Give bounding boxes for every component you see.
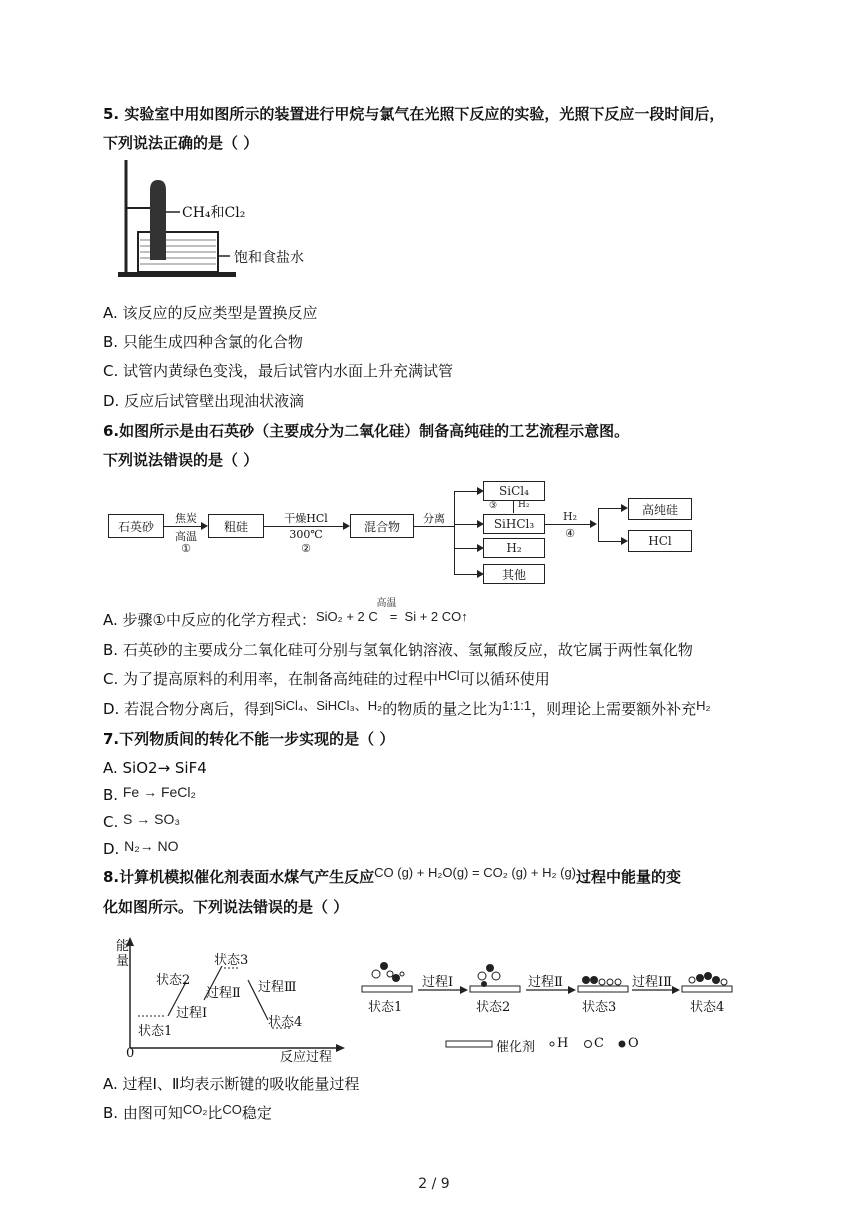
page-number: 2 / 9 [418, 1176, 450, 1192]
flow-step2-top: 干燥HCl [284, 512, 328, 525]
q5-label-gas: CH₄和Cl₂ [182, 205, 246, 221]
flow-arrow-hcl [598, 541, 626, 542]
q8-optB-part2: 比 [207, 1104, 223, 1122]
q8-energy-graph [112, 936, 352, 1066]
flow-arrow-si [598, 508, 626, 509]
q6-option-b: B. 石英砂的主要成分二氧化硅可分别与氢氧化钠溶液、氢氟酸反应，故它属于两性氧化物 [103, 641, 693, 659]
q8-optB-formula2: CO [222, 1102, 242, 1117]
flow-arrow-other [454, 574, 482, 575]
q6-optC-part2: 可以循环使用 [459, 670, 550, 688]
q6-optD-formula1: SiCl₄、SiHCl₃、H₂ [274, 698, 383, 713]
q6-optD-formula2: H₂ [696, 698, 711, 713]
q8-scheme-process1: 过程Ⅰ [422, 975, 454, 990]
q5-label-water: 饱和食盐水 [234, 250, 304, 266]
q6-optA-eq-sign-wrap [376, 598, 405, 631]
q7-stem: 7.下列物质间的转化不能一步实现的是（ ） [103, 730, 395, 748]
flow-arrow-1 [164, 526, 206, 527]
q8-stem-part2: 过程中能量的变 [576, 868, 682, 886]
flow-arrow-h2 [454, 548, 482, 549]
q8-legend-c: C [594, 1036, 604, 1051]
q8-scheme-state1: 状态1 [368, 1000, 403, 1015]
q6-option-d [103, 699, 711, 720]
q6-optD-ratio: 1:1:1 [502, 698, 532, 713]
flow-box-crude-si: 粗硅 [208, 514, 264, 538]
flow-box-hcl: HCl [628, 530, 692, 552]
q6-optD-part1: D. 若混合物分离后，得到 [103, 700, 275, 718]
flow-line-mixture [414, 526, 454, 527]
q5-stem-line1: 5. 实验室中用如图所示的装置进行甲烷与氯气在光照下反应的实验，光照下反应一段时间后， [103, 105, 725, 123]
q6-stem-line1: 6.如图所示是由石英砂（主要成分为二氧化硅）制备高纯硅的工艺流程示意图。 [103, 422, 630, 440]
flow-step2-num: ② [301, 542, 311, 555]
q6-optA-eq-right: Si + 2 CO↑ [404, 609, 468, 624]
flow-arrow-sicl4 [454, 491, 482, 492]
q8-legend-catalyst: 催化剂 [496, 1040, 536, 1055]
q7-option-d [103, 839, 179, 859]
flow-step4-num: ④ [565, 527, 575, 540]
q8-legend-o: O [628, 1036, 639, 1051]
q8-option-b [103, 1103, 272, 1124]
q6-stem-line2: 下列说法错误的是（ ） [103, 451, 259, 469]
q7-optC-label: C. [103, 813, 119, 831]
flow-separate-label: 分离 [423, 512, 445, 525]
q8-reaction-scheme [360, 952, 740, 1062]
q8-graph-origin: 0 [126, 1046, 135, 1061]
q8-option-a: A. 过程Ⅰ、Ⅱ均表示断键的吸收能量过程 [103, 1075, 360, 1093]
q5-option-a: A. 该反应的反应类型是置换反应 [103, 304, 318, 322]
q8-scheme-process3: 过程ⅠⅡ [632, 975, 672, 990]
q6-flow-diagram [108, 478, 698, 588]
q8-stem-equation: CO (g) + H₂O(g) = CO₂ (g) + H₂ (g) [374, 865, 577, 880]
q5-stem-line2: 下列说法正确的是（ ） [103, 134, 259, 152]
q7-optD-formula: N₂→ NO [124, 838, 179, 854]
q8-graph-process3: 过程Ⅲ [258, 980, 297, 995]
q8-scheme-drawing [360, 952, 740, 1062]
q8-legend-h: H [557, 1036, 569, 1051]
flow-arrow-sihcl3 [454, 524, 482, 525]
flow-step1-bottom: 高温 [175, 530, 197, 543]
q8-optB-part3: 稳定 [241, 1104, 272, 1122]
q7-option-b [103, 785, 196, 805]
q8-graph-ylabel: 能量 [116, 939, 130, 969]
q8-scheme-state3: 状态3 [582, 1000, 617, 1015]
flow-box-other: 其他 [483, 564, 545, 584]
flow-step3-num: ③ [488, 501, 498, 511]
q6-optA-eq-left: SiO₂ + 2 C [315, 609, 378, 624]
q8-graph-state1: 状态1 [138, 1024, 173, 1039]
flow-step1-num: ① [181, 542, 191, 555]
flow-step1-top: 焦炭 [175, 512, 197, 525]
flow-final-branch [598, 508, 599, 542]
flow-arrow-2 [264, 526, 348, 527]
q6-option-c [103, 669, 550, 690]
q6-optA-prefix: A. 步骤①中反应的化学方程式： [103, 611, 316, 629]
q8-graph-xlabel: 反应过程 [280, 1050, 333, 1065]
flow-box-sicl4: SiCl₄ [483, 481, 545, 501]
q7-option-a: A. SiO2→ SiF4 [103, 759, 207, 777]
q8-scheme-state2: 状态2 [476, 1000, 511, 1015]
flow-arrow-4 [545, 524, 595, 525]
q7-optB-formula: Fe → FeCl₂ [122, 784, 196, 800]
q8-graph-process2: 过程Ⅱ [206, 986, 241, 1001]
flow-step4-top: H₂ [562, 510, 577, 523]
q5-option-c: C. 试管内黄绿色变浅，最后试管内水面上升充满试管 [103, 362, 454, 380]
flow-step2-bottom: 300℃ [289, 528, 323, 541]
flow-box-mixture: 混合物 [350, 514, 414, 538]
q8-stem-line1 [103, 867, 681, 888]
q5-apparatus-figure [112, 160, 312, 282]
q6-optA-eq-sign: = [389, 609, 398, 624]
flow-box-sihcl3: SiHCl₃ [483, 514, 545, 534]
flow-branch-line [454, 491, 455, 575]
q8-graph-state3: 状态3 [214, 953, 249, 968]
q5-option-b: B. 只能生成四种含氯的化合物 [103, 333, 303, 351]
q6-optC-formula: HCl [438, 668, 460, 683]
q6-option-a [103, 598, 468, 631]
q6-optD-part3: ，则理论上需要额外补充 [531, 700, 697, 718]
q6-optD-part2: 的物质的量之比为 [382, 700, 503, 718]
q8-stem-line2: 化如图所示。下列说法错误的是（ ） [103, 898, 349, 916]
q5-option-d: D. 反应后试管壁出现油状液滴 [103, 392, 305, 410]
q8-optB-formula1: CO₂ [182, 1102, 208, 1117]
q7-option-c [103, 812, 180, 832]
q8-scheme-process2: 过程Ⅱ [528, 975, 563, 990]
q6-optA-condition: 高温 [376, 598, 397, 609]
q7-optB-label: B. [103, 786, 119, 804]
q8-graph-process1: 过程Ⅰ [176, 1006, 208, 1021]
flow-step3-line [513, 501, 514, 513]
q8-scheme-state4: 状态4 [690, 1000, 725, 1015]
flow-box-h2: H₂ [483, 538, 545, 558]
flow-box-quartz: 石英砂 [108, 514, 164, 538]
q7-optC-formula: S → SO₃ [123, 811, 181, 827]
q8-graph-state2: 状态2 [156, 973, 191, 988]
q8-optB-part1: B. 由图可知 [103, 1104, 183, 1122]
flow-step3-reagent: H₂ [518, 500, 530, 510]
q8-stem-part1: 8.计算机模拟催化剂表面水煤气产生反应 [103, 868, 375, 886]
flow-box-pure-si: 高纯硅 [628, 498, 692, 520]
q8-graph-state4: 状态4 [268, 1015, 303, 1030]
q7-optD-label: D. [103, 840, 120, 858]
q6-optC-part1: C. 为了提高原料的利用率，在制备高纯硅的过程中 [103, 670, 439, 688]
